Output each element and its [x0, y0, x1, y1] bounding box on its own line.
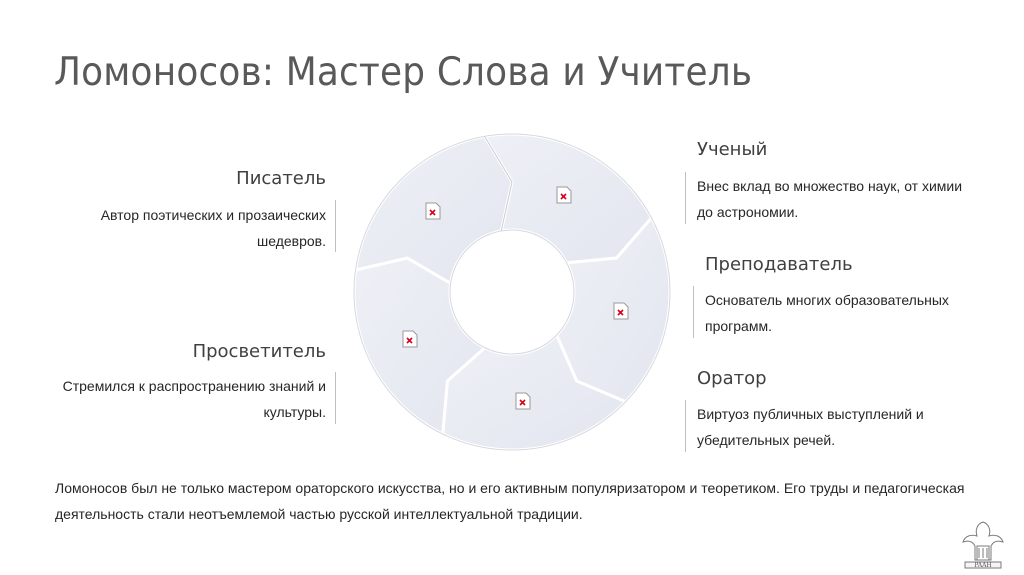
broken-image-icon — [515, 392, 531, 410]
cycle-diagram — [350, 130, 675, 460]
enlightener-description: Стремился к распространению знаний и культуры. — [62, 378, 326, 420]
broken-image-icon — [613, 302, 629, 320]
raan-emblem-logo — [955, 518, 1011, 575]
orator-heading: Оратор — [697, 368, 767, 389]
cycle-ring — [350, 130, 675, 455]
scientist-accent-line — [685, 172, 686, 224]
teacher-description: Основатель многих образовательных программ. — [705, 292, 949, 334]
footer-paragraph: Ломоносов был не только мастером ораторского искусства, но и его активным популяризатором и теоретиком. Его труды и педагогическая деятельность стали неотъемлемой частью русской интеллектуальной традиции. — [55, 480, 965, 522]
teacher-heading: Преподаватель — [705, 254, 853, 275]
orator-accent-line — [685, 400, 686, 452]
cycle-segments — [354, 134, 670, 450]
cycle-center-hole — [450, 230, 574, 354]
broken-image-icon — [556, 186, 572, 204]
svg-text:PAAH: PAAH — [974, 562, 992, 569]
enlightener-accent-line — [335, 372, 336, 424]
orator-description: Виртуоз публичных выступлений и убедительных речей. — [697, 406, 924, 448]
broken-image-icon — [425, 202, 441, 220]
teacher-accent-line — [693, 286, 694, 338]
scientist-description: Внес вклад во множество наук, от химии до астрономии. — [697, 178, 963, 220]
enlightener-heading: Просветитель — [192, 341, 326, 362]
writer-accent-line — [335, 200, 336, 252]
writer-description: Автор поэтических и прозаических шедевров. — [100, 207, 326, 249]
broken-image-icon — [402, 330, 418, 348]
slide-title: Ломоносов: Мастер Слова и Учитель — [54, 50, 753, 95]
scientist-heading: Ученый — [697, 139, 768, 160]
writer-heading: Писатель — [236, 168, 326, 189]
